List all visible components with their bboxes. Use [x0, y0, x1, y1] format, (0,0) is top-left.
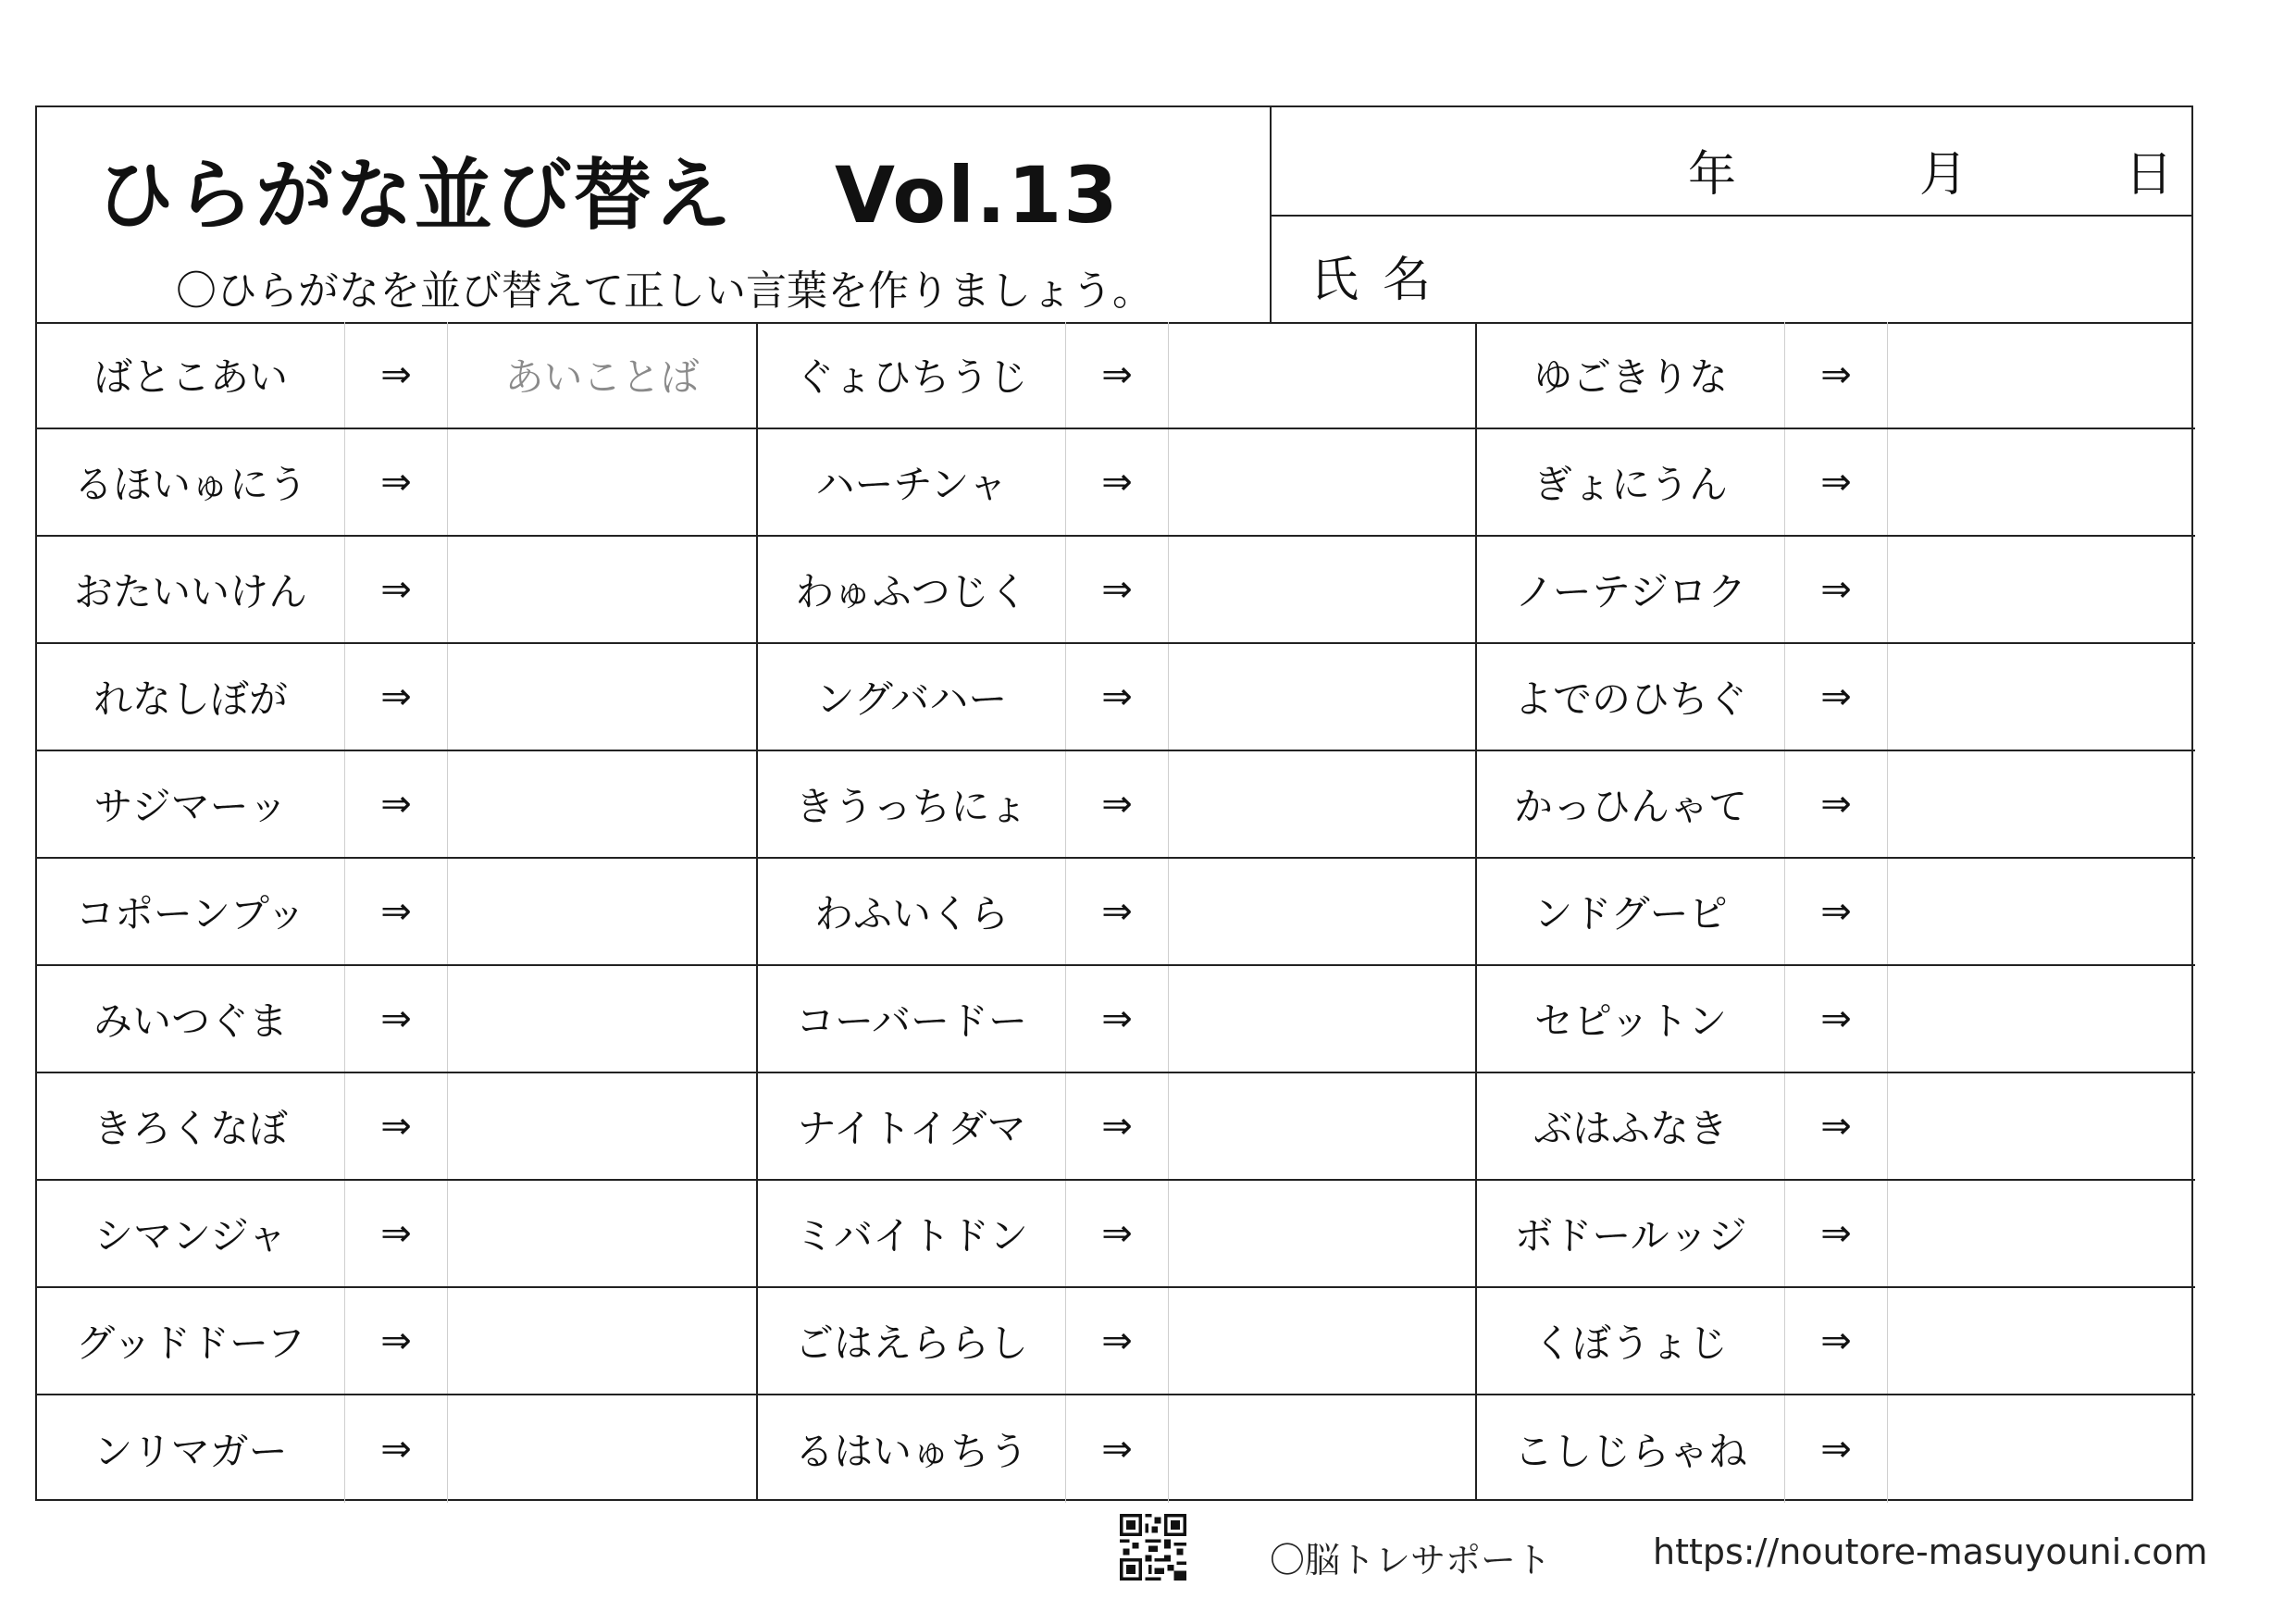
- arrow-icon: ⇒: [345, 1073, 448, 1179]
- answer-field[interactable]: [448, 1288, 756, 1394]
- scrambled-word: ごはえららし: [758, 1288, 1066, 1394]
- arrow-icon: ⇒: [1066, 1395, 1169, 1503]
- arrow-icon: ⇒: [1785, 1181, 1888, 1286]
- answer-field[interactable]: [1169, 1181, 1477, 1286]
- scrambled-word: コーバードー: [758, 966, 1066, 1072]
- answer-field[interactable]: [448, 751, 756, 857]
- answer-field[interactable]: [448, 429, 756, 535]
- scrambled-word: ハーチンャ: [758, 429, 1066, 535]
- puzzle-row: [758, 1395, 1477, 1503]
- arrow-icon: ⇒: [1785, 1073, 1888, 1179]
- answer-field[interactable]: [448, 644, 756, 750]
- puzzle-row: [37, 1395, 756, 1503]
- puzzle-row: [37, 1073, 756, 1181]
- worksheet: [35, 105, 2193, 1501]
- arrow-icon: ⇒: [1785, 859, 1888, 964]
- answer-field[interactable]: [1888, 644, 2196, 750]
- answer-field[interactable]: [1169, 859, 1477, 964]
- puzzle-row: [37, 1288, 756, 1395]
- arrow-icon: ⇒: [1785, 751, 1888, 857]
- answer-field[interactable]: [1169, 537, 1477, 642]
- answer-field[interactable]: [448, 859, 756, 964]
- arrow-icon: ⇒: [1785, 1288, 1888, 1394]
- name-label: 氏名: [1310, 253, 1456, 308]
- answer-field[interactable]: [1888, 1395, 2196, 1503]
- answer-field[interactable]: [1888, 1073, 2196, 1179]
- arrow-icon: ⇒: [345, 1181, 448, 1286]
- scrambled-word: わふいくら: [758, 859, 1066, 964]
- arrow-icon: ⇒: [1785, 537, 1888, 642]
- arrow-icon: ⇒: [1066, 644, 1169, 750]
- answer-field[interactable]: [1169, 751, 1477, 857]
- arrow-icon: ⇒: [345, 322, 448, 428]
- puzzle-row: [37, 322, 756, 429]
- puzzle-row: [1477, 429, 2195, 537]
- puzzle-row: [37, 644, 756, 751]
- puzzle-row: [1477, 1181, 2195, 1288]
- answer-field[interactable]: [448, 1395, 756, 1503]
- scrambled-word: ぎょにうん: [1477, 429, 1785, 535]
- arrow-icon: ⇒: [1785, 322, 1888, 428]
- arrow-icon: ⇒: [345, 751, 448, 857]
- puzzle-row: [1477, 859, 2195, 966]
- puzzle-row: [1477, 966, 2195, 1073]
- puzzle-row: [37, 966, 756, 1073]
- puzzle-row: [1477, 1395, 2195, 1503]
- puzzle-row: [758, 322, 1477, 429]
- arrow-icon: ⇒: [345, 644, 448, 750]
- puzzle-row: [758, 1073, 1477, 1181]
- scrambled-word: セピットン: [1477, 966, 1785, 1072]
- answer-field[interactable]: [1888, 966, 2196, 1072]
- puzzle-grid: [37, 322, 2191, 1501]
- day-label: 日: [2125, 147, 2174, 203]
- title-block: [37, 107, 1272, 322]
- puzzle-row: [37, 1181, 756, 1288]
- arrow-icon: ⇒: [1066, 859, 1169, 964]
- puzzle-row: [758, 859, 1477, 966]
- month-label: 月: [1919, 147, 1968, 203]
- answer-field[interactable]: [1888, 1288, 2196, 1394]
- scrambled-word: るほいゅにう: [37, 429, 345, 535]
- arrow-icon: ⇒: [1066, 1181, 1169, 1286]
- scrambled-word: れなしぼが: [37, 644, 345, 750]
- scrambled-word: くぼうょじ: [1477, 1288, 1785, 1394]
- puzzle-column: [1475, 322, 2195, 1501]
- scrambled-word: ぶはふなき: [1477, 1073, 1785, 1179]
- puzzle-row: [37, 859, 756, 966]
- scrambled-word: かっひんゃて: [1477, 751, 1785, 857]
- puzzle-row: [1477, 537, 2195, 644]
- arrow-icon: ⇒: [345, 1288, 448, 1394]
- scrambled-word: ぐょひちうじ: [758, 322, 1066, 428]
- date-field[interactable]: [1270, 107, 2193, 217]
- answer-field[interactable]: [1169, 322, 1477, 428]
- arrow-icon: ⇒: [345, 429, 448, 535]
- answer-field[interactable]: [448, 537, 756, 642]
- website-link[interactable]: https://noutore-masuyouni.com: [1653, 1531, 2208, 1572]
- scrambled-word: みいつぐま: [37, 966, 345, 1072]
- scrambled-word: ナイトイダマ: [758, 1073, 1066, 1179]
- puzzle-row: [758, 644, 1477, 751]
- answer-field[interactable]: [1888, 751, 2196, 857]
- scrambled-word: るはいゅちう: [758, 1395, 1066, 1503]
- arrow-icon: ⇒: [1785, 1395, 1888, 1503]
- puzzle-row: [37, 537, 756, 644]
- qr-code-icon: [1120, 1514, 1186, 1581]
- puzzle-row: [1477, 1288, 2195, 1395]
- arrow-icon: ⇒: [345, 966, 448, 1072]
- scrambled-word: ミバイトドン: [758, 1181, 1066, 1286]
- scrambled-word: ばとこあい: [37, 322, 345, 428]
- answer-field[interactable]: [1169, 644, 1477, 750]
- scrambled-word: ゆごきりな: [1477, 322, 1785, 428]
- brand-label: 〇脳トレサポート: [1270, 1540, 1552, 1581]
- answer-field[interactable]: [448, 966, 756, 1072]
- puzzle-column: [756, 322, 1477, 1501]
- answer-field[interactable]: [1888, 859, 2196, 964]
- arrow-icon: ⇒: [345, 859, 448, 964]
- page-title: [96, 133, 1120, 245]
- answer-field[interactable]: [1169, 1288, 1477, 1394]
- puzzle-row: [758, 537, 1477, 644]
- arrow-icon: ⇒: [1785, 966, 1888, 1072]
- puzzle-row: [37, 429, 756, 537]
- scrambled-word: ノーテジロク: [1477, 537, 1785, 642]
- puzzle-column: [37, 322, 756, 1501]
- puzzle-row: [758, 429, 1477, 537]
- arrow-icon: ⇒: [1785, 644, 1888, 750]
- scrambled-word: シマンジャ: [37, 1181, 345, 1286]
- scrambled-word: ングバハー: [758, 644, 1066, 750]
- arrow-icon: ⇒: [1066, 1288, 1169, 1394]
- puzzle-row: [37, 751, 756, 859]
- puzzle-row: [758, 1181, 1477, 1288]
- answer-field[interactable]: [1169, 429, 1477, 535]
- scrambled-word: コポーンプッ: [37, 859, 345, 964]
- answer-field[interactable]: [1888, 429, 2196, 535]
- arrow-icon: ⇒: [1066, 751, 1169, 857]
- arrow-icon: ⇒: [345, 537, 448, 642]
- year-label: 年: [1688, 147, 1737, 203]
- answer-field[interactable]: [1169, 1395, 1477, 1503]
- scrambled-word: グッドドーフ: [37, 1288, 345, 1394]
- arrow-icon: ⇒: [1066, 322, 1169, 428]
- answer-field[interactable]: [1888, 1181, 2196, 1286]
- arrow-icon: ⇒: [345, 1395, 448, 1503]
- puzzle-row: [758, 966, 1477, 1073]
- scrambled-word: サジマーッ: [37, 751, 345, 857]
- title-text: ひらがな並び替え: [96, 150, 734, 241]
- scrambled-word: こしじらゃね: [1477, 1395, 1785, 1503]
- scrambled-word: おたいいけん: [37, 537, 345, 642]
- answer-field[interactable]: [448, 1073, 756, 1179]
- scrambled-word: ボドールッジ: [1477, 1181, 1785, 1286]
- answer-field[interactable]: [1169, 1073, 1477, 1179]
- scrambled-word: きうっちにょ: [758, 751, 1066, 857]
- arrow-icon: ⇒: [1066, 966, 1169, 1072]
- arrow-icon: ⇒: [1066, 429, 1169, 535]
- instruction-text: 〇ひらがなを並び替えて正しい言葉を作りましょう。: [176, 267, 1153, 315]
- answer-field[interactable]: [448, 1181, 756, 1286]
- puzzle-row: [758, 751, 1477, 859]
- puzzle-row: [1477, 322, 2195, 429]
- scrambled-word: きろくなぼ: [37, 1073, 345, 1179]
- scrambled-word: ンドグーピ: [1477, 859, 1785, 964]
- scrambled-word: わゅふつじく: [758, 537, 1066, 642]
- arrow-icon: ⇒: [1785, 429, 1888, 535]
- name-field[interactable]: [1270, 215, 2193, 322]
- volume-label: Vol.13: [835, 150, 1120, 241]
- arrow-icon: ⇒: [1066, 537, 1169, 642]
- arrow-icon: ⇒: [1066, 1073, 1169, 1179]
- puzzle-row: [1477, 644, 2195, 751]
- scrambled-word: よでのひちぐ: [1477, 644, 1785, 750]
- puzzle-row: [1477, 1073, 2195, 1181]
- answer-field[interactable]: [1169, 966, 1477, 1072]
- worksheet-header: [37, 107, 2191, 324]
- answer-field[interactable]: あいことば: [504, 354, 700, 400]
- puzzle-row: [758, 1288, 1477, 1395]
- answer-field[interactable]: [1888, 322, 2196, 428]
- answer-field[interactable]: [1888, 537, 2196, 642]
- puzzle-row: [1477, 751, 2195, 859]
- scrambled-word: ンリマガー: [37, 1395, 345, 1503]
